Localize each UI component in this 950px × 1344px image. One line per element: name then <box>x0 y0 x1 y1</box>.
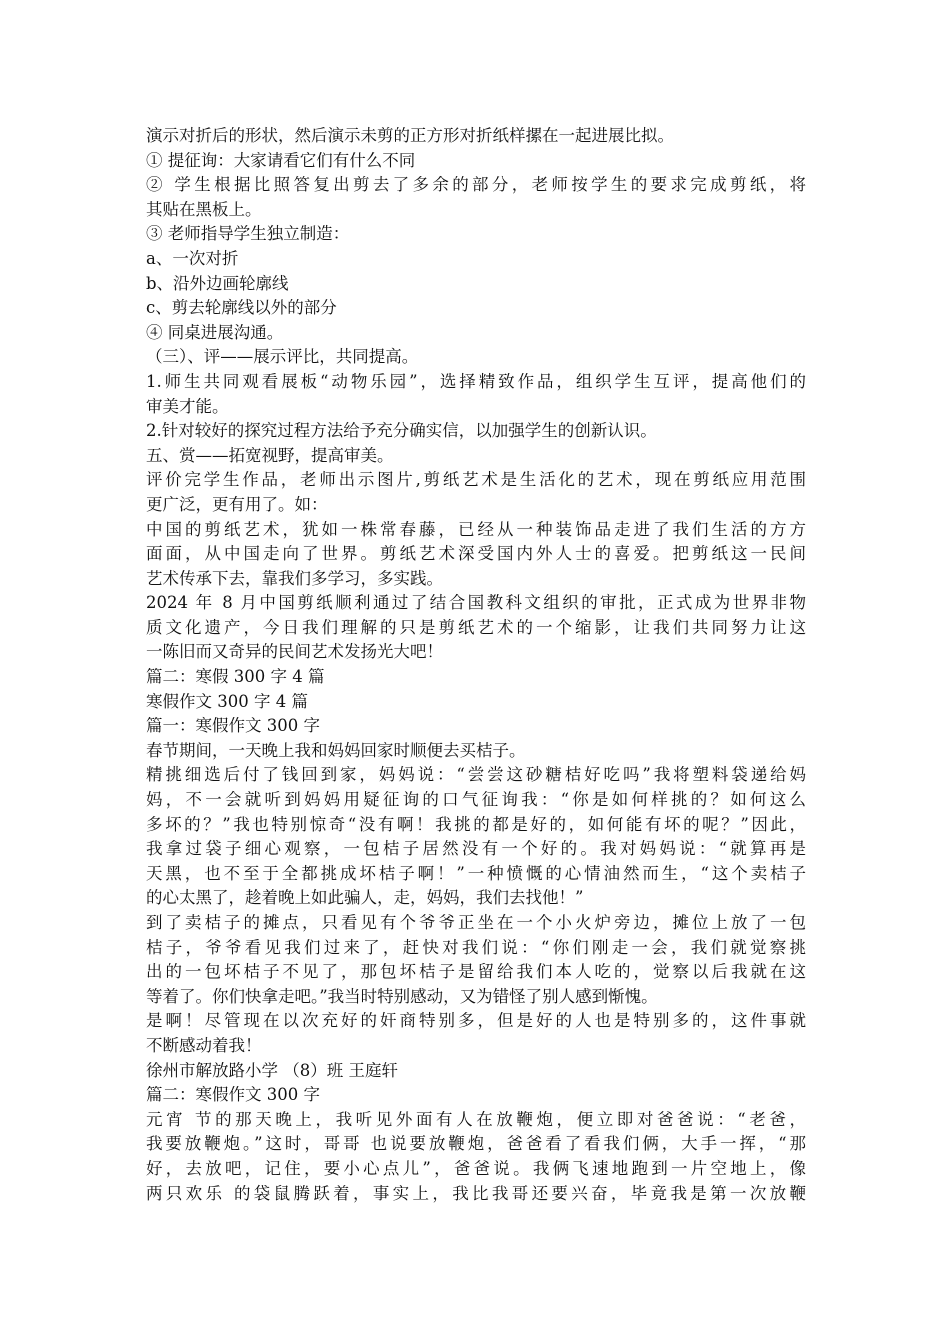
text-line: a、一次对折 <box>146 248 239 268</box>
text-line: b、沿外边画轮廓线 <box>146 273 289 293</box>
text-line: 篇二：寒假 300 字 4 篇 <box>146 667 325 687</box>
text-line: 艺术传承下去，靠我们多学习，多实践。 <box>146 568 443 588</box>
text-line: ③ 老师指导学生独立制造： <box>146 224 350 244</box>
text-line: 一陈旧而又奇异的民间艺术发扬光大吧！ <box>146 642 443 662</box>
text-line: 五、赏——拓宽视野，提高审美。 <box>146 445 394 465</box>
text-line: 我要放鞭炮。”这时，哥哥 也说要放鞭炮，爸爸看了看我们俩，大手一挥，“那 <box>146 1134 806 1154</box>
text-line: 演示对折后的形状，然后演示未剪的正方形对折纸样摞在一起进展比拟。 <box>146 126 674 145</box>
text-line: 2024 年 8 月中国剪纸顺利通过了结合国教科文组织的审批，正式成为世界非物 <box>146 593 806 613</box>
text-line: 妈，不一会就听到妈妈用疑征询的口气征询我：“你是如何样挑的？如何这么 <box>146 790 806 810</box>
text-line: 1.师生共同观看展板“动物乐园”，选择精致作品，组织学生互评，提高他们的 <box>146 371 806 391</box>
text-line: 多坏的？”我也特别惊奇“没有啊！我挑的都是好的，如何能有坏的呢？”因此， <box>146 814 806 834</box>
document-page <box>146 124 806 1206</box>
text-line: 篇一：寒假作文 300 字 <box>146 716 320 736</box>
text-line: c、剪去轮廓线以外的部分 <box>146 298 337 318</box>
text-line: 桔子，爷爷看见我们过来了，赶快对我们说：“你们刚走一会，我们就觉察挑 <box>146 937 806 957</box>
text-line: （三）、评——展示评比，共同提高。 <box>146 347 419 367</box>
text-line: 等着了。你们快拿走吧。”我当时特别感动，又为错怪了别人感到惭愧。 <box>146 986 658 1006</box>
text-line: 天黑，也不至于全都挑成坏桔子啊！”一种愤慨的心情油然而生，“这个卖桔子 <box>146 863 806 883</box>
text-line: 元宵 节的那天晚上，我听见外面有人在放鞭炮，便立即对爸爸说：“老爸， <box>146 1109 806 1129</box>
text-line: 精挑细选后付了钱回到家，妈妈说：“尝尝这砂糖桔好吃吗”我将塑料袋递给妈 <box>146 765 806 785</box>
text-line: 2.针对较好的探究过程方法给予充分确实信，以加强学生的创新认识。 <box>146 421 657 441</box>
text-line: 是啊！尽管现在以次充好的奸商特别多，但是好的人也是特别多的，这件事就 <box>146 1011 806 1031</box>
text-line: 面面，从中国走向了世界。剪纸艺术深受国内外人士的喜爱。把剪纸这一民间 <box>146 544 806 564</box>
text-line: 评价完学生作品，老师出示图片,剪纸艺术是生活化的艺术，现在剪纸应用范围 <box>146 470 806 490</box>
text-line: 中国的剪纸艺术，犹如一株常春藤，已经从一种装饰品走进了我们生活的方方 <box>146 519 806 539</box>
text-line: ④ 同桌进展沟通。 <box>146 322 284 342</box>
text-line: 不断感动着我！ <box>146 1035 262 1055</box>
text-line: 春节期间，一天晚上我和妈妈回家时顺便去买桔子。 <box>146 740 526 760</box>
text-line: 两只欢乐 的袋鼠腾跃着，事实上，我比我哥还要兴奋，毕竟我是第一次放鞭 <box>146 1183 806 1203</box>
text-line: 篇二：寒假作文 300 字 <box>146 1085 320 1105</box>
text-line: ① 提征询：大家请看它们有什么不同 <box>146 150 416 170</box>
text-line: 到了卖桔子的摊点，只看见有个爷爷正坐在一个小火炉旁边，摊位上放了一包 <box>146 913 806 932</box>
text-line: 徐州市解放路小学 （8）班 王庭轩 <box>146 1060 398 1080</box>
text-line: 寒假作文 300 字 4 篇 <box>146 691 308 711</box>
text-line: 的心太黑了，趁着晚上如此骗人，走，妈妈，我们去找他！” <box>146 888 584 908</box>
text-line: 出的一包坏桔子不见了，那包坏桔子是留给我们本人吃的，觉察以后我就在这 <box>146 962 806 982</box>
text-line: 我拿过袋子细心观察，一包桔子居然没有一个好的。我对妈妈说：“就算再是 <box>146 839 806 859</box>
text-line: 审美才能。 <box>146 396 229 416</box>
text-line: 其贴在黑板上。 <box>146 199 262 219</box>
text-line: 质文化遗产，今日我们理解的只是剪纸艺术的一个缩影，让我们共同努力让这 <box>146 617 806 637</box>
text-line: 更广泛，更有用了。如： <box>146 494 328 514</box>
text-line: 好，去放吧，记住，要小心点儿”，爸爸说。我俩飞速地跑到一片空地上，像 <box>146 1158 806 1178</box>
text-line: ② 学生根据比照答复出剪去了多余的部分，老师按学生的要求完成剪纸，将 <box>146 175 806 195</box>
